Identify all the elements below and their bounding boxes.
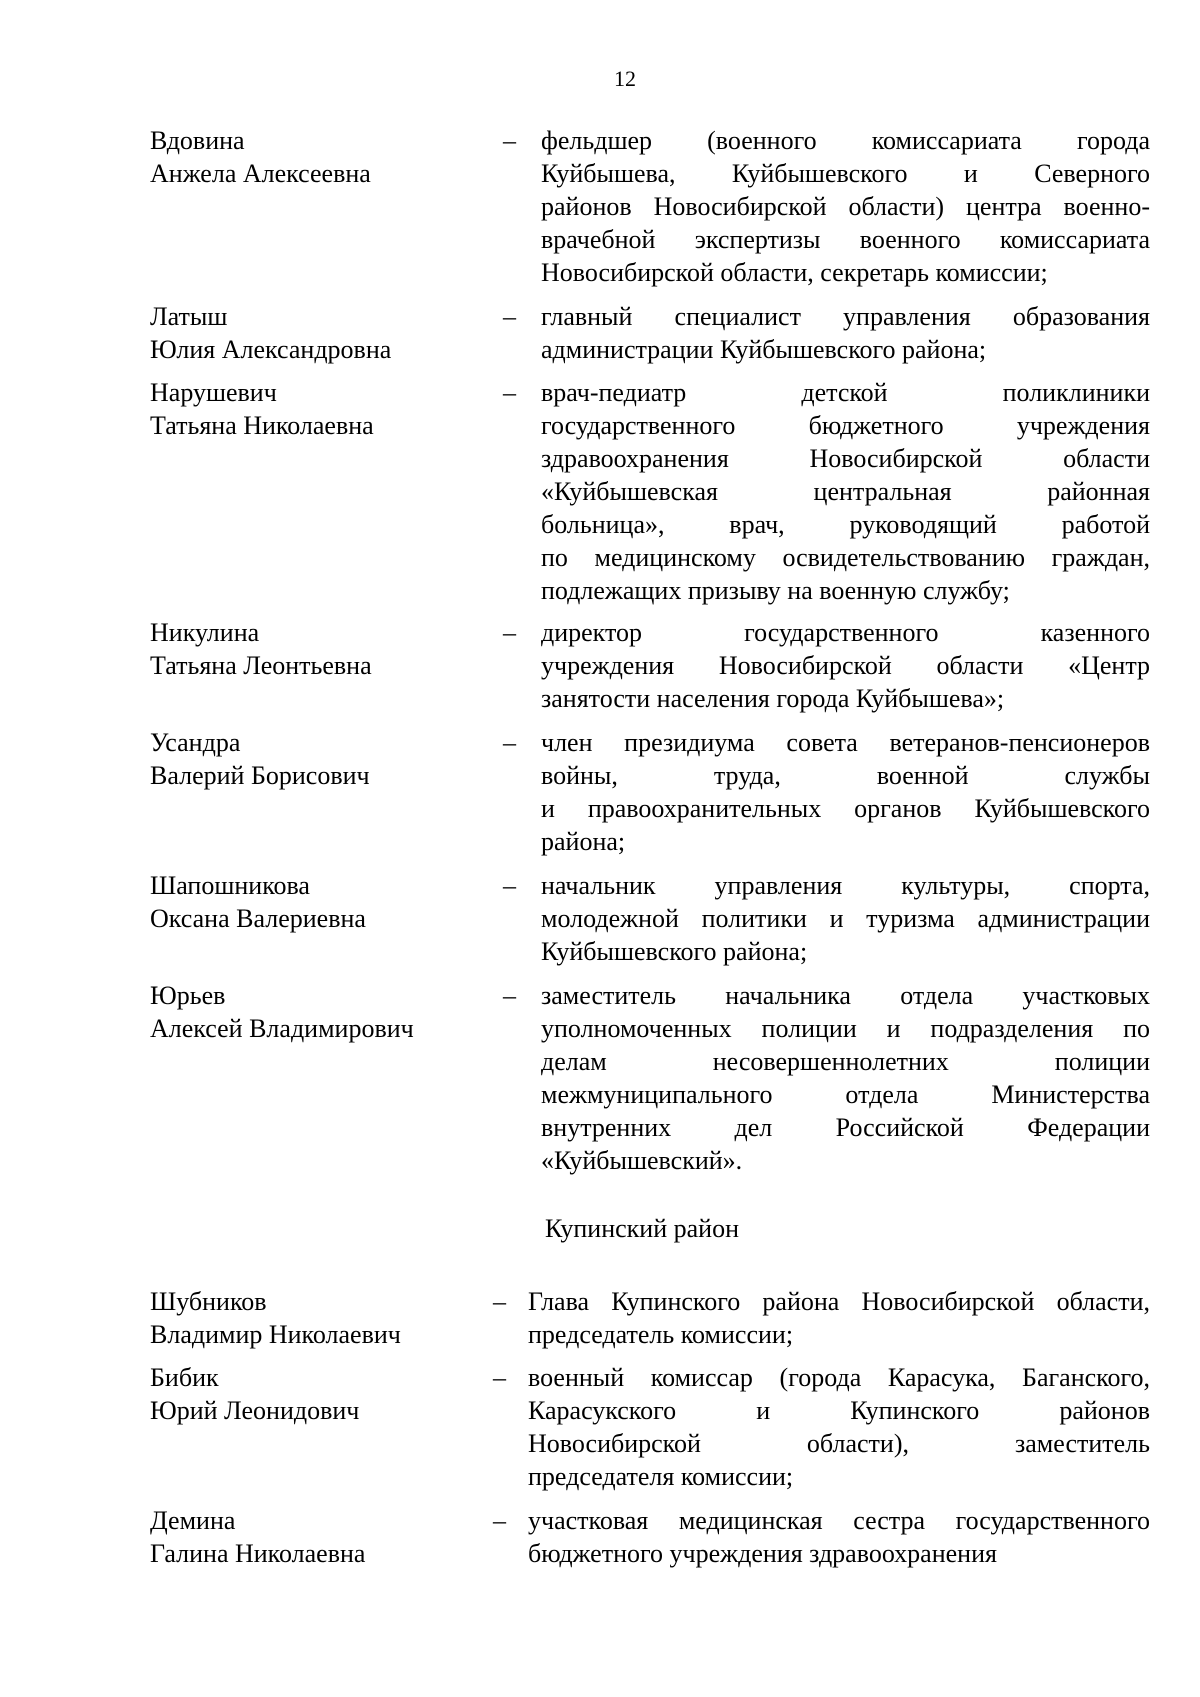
member-name <box>150 300 490 366</box>
position-line: администрации Куйбышевского района; <box>541 335 987 364</box>
position-line: фельдшер (военного комиссариата города <box>541 126 1150 155</box>
position-line: внутренних дел Российской Федерации <box>541 1113 1150 1142</box>
member-name <box>150 616 490 682</box>
member-position <box>541 726 1150 858</box>
member-name <box>150 124 490 190</box>
position-line: уполномоченных полиции и подразделения по <box>541 1014 1150 1043</box>
member-given-names: Валерий Борисович <box>150 761 370 790</box>
position-line: войны, труда, военной службы <box>541 761 1150 790</box>
position-line: занятости населения города Куйбышева»; <box>541 684 1005 713</box>
member-position <box>541 869 1150 968</box>
member-given-names: Оксана Валериевна <box>150 904 366 933</box>
member-surname: Никулина <box>150 618 260 647</box>
dash-separator: – <box>503 981 516 1010</box>
member-given-names: Владимир Николаевич <box>150 1320 401 1349</box>
member-position <box>541 979 1150 1177</box>
position-line: района; <box>541 827 626 856</box>
dash-separator: – <box>493 1287 506 1316</box>
section-heading: Купинский район <box>545 1214 739 1243</box>
member-given-names: Юрий Леонидович <box>150 1396 360 1425</box>
position-line: государственного бюджетного учреждения <box>541 411 1150 440</box>
member-position <box>541 300 1150 366</box>
member-given-names: Юлия Александровна <box>150 335 392 364</box>
member-position <box>541 616 1150 715</box>
position-line: Глава Купинского района Новосибирской области, <box>528 1287 1150 1316</box>
position-line: председатель комиссии; <box>528 1320 794 1349</box>
position-line: член президиума совета ветеранов-пенсионеров <box>541 728 1150 757</box>
position-line: больница», врач, руководящий работой <box>541 510 1150 539</box>
member-name <box>150 376 490 442</box>
member-position <box>541 376 1150 607</box>
position-line: военный комиссар (города Карасука, Баганского, <box>528 1363 1150 1392</box>
member-surname: Шубников <box>150 1287 267 1316</box>
member-name <box>150 869 490 935</box>
member-name <box>150 1504 490 1570</box>
position-line: Новосибирской области, секретарь комиссии; <box>541 258 1048 287</box>
page-number: 12 <box>614 66 636 91</box>
position-line: межмуниципального отдела Министерства <box>541 1080 1150 1109</box>
member-name <box>150 726 490 792</box>
position-line: заместитель начальника отдела участковых <box>541 981 1150 1010</box>
member-name <box>150 1285 490 1351</box>
member-given-names: Анжела Алексеевна <box>150 159 371 188</box>
member-surname: Бибик <box>150 1363 219 1392</box>
member-surname: Демина <box>150 1506 236 1535</box>
position-line: районов Новосибирской области) центра военно- <box>541 192 1150 221</box>
position-line: делам несовершеннолетних полиции <box>541 1047 1150 1076</box>
position-line: Куйбышевского района; <box>541 937 808 966</box>
dash-separator: – <box>503 126 516 155</box>
position-line: Новосибирской области), заместитель <box>528 1429 1150 1458</box>
member-surname: Вдовина <box>150 126 245 155</box>
member-name <box>150 979 490 1045</box>
position-line: врачебной экспертизы военного комиссариата <box>541 225 1150 254</box>
dash-separator: – <box>493 1363 506 1392</box>
member-position <box>528 1361 1150 1493</box>
member-given-names: Татьяна Николаевна <box>150 411 374 440</box>
member-surname: Юрьев <box>150 981 226 1010</box>
position-line: «Куйбышевская центральная районная <box>541 477 1150 506</box>
member-given-names: Татьяна Леонтьевна <box>150 651 372 680</box>
position-line: председателя комиссии; <box>528 1462 794 1491</box>
position-line: врач-педиатр детской поликлиники <box>541 378 1150 407</box>
member-position <box>528 1504 1150 1570</box>
position-line: по медицинскому освидетельствованию граждан, <box>541 543 1150 572</box>
position-line: подлежащих призыву на военную службу; <box>541 576 1010 605</box>
dash-separator: – <box>503 871 516 900</box>
dash-separator: – <box>503 302 516 331</box>
position-line: главный специалист управления образования <box>541 302 1150 331</box>
member-position <box>528 1285 1150 1351</box>
member-given-names: Галина Николаевна <box>150 1539 366 1568</box>
member-surname: Нарушевич <box>150 378 277 407</box>
position-line: участковая медицинская сестра государственного <box>528 1506 1150 1535</box>
dash-separator: – <box>503 618 516 647</box>
member-surname: Латыш <box>150 302 228 331</box>
position-line: Куйбышева, Куйбышевского и Северного <box>541 159 1150 188</box>
dash-separator: – <box>503 728 516 757</box>
position-line: Карасукского и Купинского районов <box>528 1396 1150 1425</box>
position-line: и правоохранительных органов Куйбышевского <box>541 794 1150 823</box>
dash-separator: – <box>493 1506 506 1535</box>
position-line: здравоохранения Новосибирской области <box>541 444 1150 473</box>
position-line: «Куйбышевский». <box>541 1146 743 1175</box>
position-line: молодежной политики и туризма администрации <box>541 904 1150 933</box>
position-line: директор государственного казенного <box>541 618 1150 647</box>
member-name <box>150 1361 490 1427</box>
member-surname: Усандра <box>150 728 241 757</box>
member-given-names: Алексей Владимирович <box>150 1014 414 1043</box>
position-line: начальник управления культуры, спорта, <box>541 871 1150 900</box>
member-surname: Шапошникова <box>150 871 310 900</box>
member-position <box>541 124 1150 289</box>
position-line: учреждения Новосибирской области «Центр <box>541 651 1150 680</box>
position-line: бюджетного учреждения здравоохранения <box>528 1539 997 1568</box>
dash-separator: – <box>503 378 516 407</box>
